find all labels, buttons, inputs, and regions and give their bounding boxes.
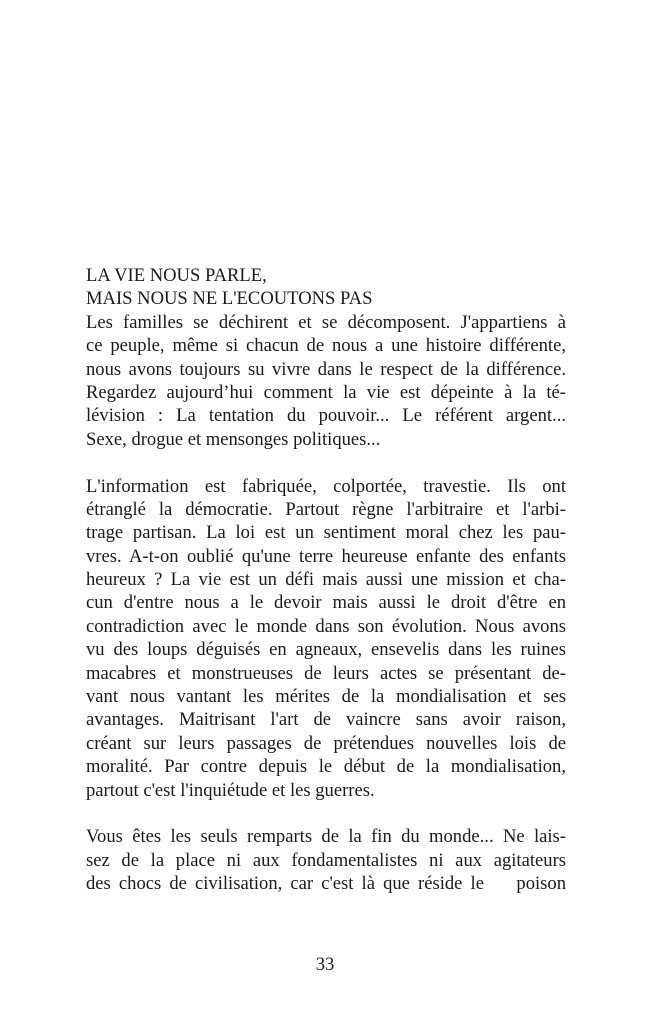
text-line: Sexe, drogue et mensonges politiques... — [86, 428, 381, 450]
text-line: moralité. Par contre depuis le début de la mondialisation, — [86, 756, 566, 778]
paragraph-spacer — [86, 451, 566, 474]
text-line: macabres et monstrueuses de leurs actes se présentant de- — [86, 662, 566, 684]
text-line: lévision : La tentation du pouvoir... Le référent argent... — [86, 405, 566, 427]
paragraph-1 — [86, 311, 566, 451]
text-line: L'information est fabriquée, colportée, travestie. Ils ont — [86, 475, 566, 497]
text-line: heureux ? La vie est un défi mais aussi une mission et cha- — [86, 569, 566, 591]
text-line: vres. A-t-on oublié qu'une terre heureuse enfante des enfants — [86, 545, 566, 567]
text-line: trage partisan. La loi est un sentiment moral chez les pau- — [86, 522, 566, 544]
text-line: Regardez aujourd’hui comment la vie est dépeinte à la té- — [86, 381, 566, 403]
text-line: ce peuple, même si chacun de nous a une histoire différente, — [86, 335, 566, 357]
text-line: créant sur leurs passages de prétendues nouvelles lois de — [86, 732, 566, 754]
body-text — [86, 264, 566, 896]
chapter-heading-line-1: LA VIE NOUS PARLE, — [86, 265, 267, 286]
text-line: contradiction avec le monde dans son évolution. Nous avons — [86, 615, 566, 637]
text-line: vu des loups déguisés en agneaux, ensevelis dans les ruines — [86, 639, 566, 661]
chapter-heading-line-2: MAIS NOUS NE L'ECOUTONS PAS — [86, 288, 373, 310]
text-line: avantages. Maitrisant l'art de vaincre sans avoir raison, — [86, 709, 566, 731]
text-line: cun d'entre nous a le devoir mais aussi le droit d'être en — [86, 592, 566, 614]
paragraph-2 — [86, 475, 566, 802]
page-number: 33 — [315, 954, 335, 975]
paragraph-3 — [86, 825, 566, 895]
text-line: Les familles se déchirent et se décomposent. J'appartiens à — [86, 311, 566, 333]
text-line: nous avons toujours su vivre dans le respect de la différence. — [86, 358, 566, 380]
text-line: Vous êtes les seuls remparts de la fin du monde... Ne lais- — [86, 826, 566, 848]
text-line: sez de la place ni aux fondamentalistes ni aux agitateurs — [86, 849, 566, 871]
text-line: partout c'est l'inquiétude et les guerres. — [86, 779, 375, 801]
text-line: vant nous vantant les mérites de la mondialisation et ses — [86, 686, 566, 708]
text-line: des chocs de civilisation, car c'est là que réside le poison — [86, 873, 566, 895]
paragraph-spacer — [86, 802, 566, 825]
text-line: étranglé la démocratie. Partout règne l'arbitraire et l'arbi- — [86, 498, 566, 520]
